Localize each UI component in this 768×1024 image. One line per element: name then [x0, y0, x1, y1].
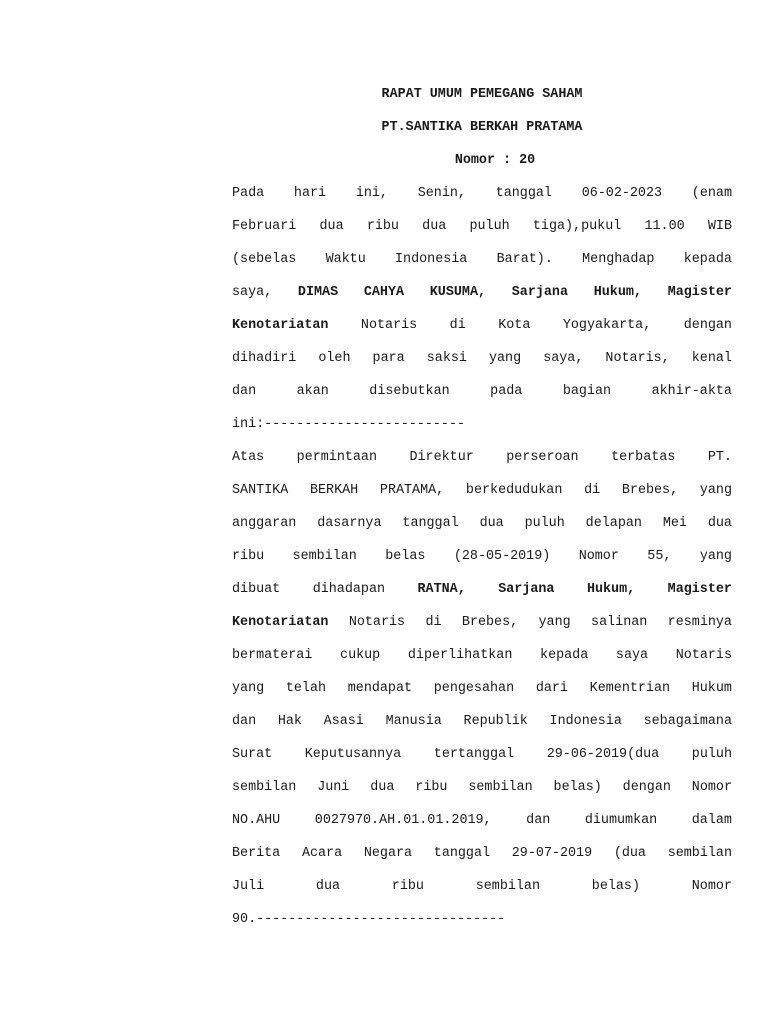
bold-word: Sarjana	[511, 285, 568, 300]
word: kepada	[683, 252, 732, 267]
word: Waktu	[325, 252, 366, 267]
word: puluh	[691, 747, 732, 762]
word: NO.AHU	[232, 813, 281, 828]
word: Notaris	[348, 615, 406, 630]
word: dan	[232, 384, 257, 399]
word: dua	[319, 219, 344, 234]
word: disebutkan	[369, 384, 450, 399]
word: Hukum	[691, 681, 732, 696]
word: Direktur	[409, 450, 474, 465]
word: Juli	[232, 879, 265, 894]
word: oleh	[318, 351, 351, 366]
word: 29-06-2019(dua	[546, 747, 660, 762]
text-line	[232, 441, 732, 474]
word: sembilan	[232, 780, 297, 795]
text-line	[232, 771, 732, 804]
word: belas)	[591, 879, 640, 894]
text-line	[232, 573, 732, 606]
word: Nomor	[691, 780, 732, 795]
word: 11.00	[644, 219, 685, 234]
word: Februari	[232, 219, 297, 234]
word: belas	[385, 549, 426, 564]
document-title: RAPAT UMUM PEMEGANG SAHAM	[381, 87, 583, 102]
word: terbatas	[611, 450, 676, 465]
text-line	[232, 837, 732, 870]
bold-word: Magister	[667, 582, 732, 597]
text-line	[232, 870, 732, 903]
word: hari	[293, 186, 327, 201]
word: yang	[538, 615, 571, 630]
word: telah	[285, 681, 327, 696]
text-line	[232, 243, 732, 276]
word: di	[449, 318, 466, 333]
word: berkedudukan	[465, 483, 563, 498]
word: belas)	[553, 780, 602, 795]
word: 55,	[647, 549, 672, 564]
word: ribu	[232, 549, 265, 564]
word: kenal	[691, 351, 732, 366]
word: Brebes,	[461, 615, 519, 630]
word: 90.-------------------------------	[232, 912, 506, 927]
word: tanggal	[495, 186, 552, 201]
bold-word: Kenotariatan	[232, 318, 329, 333]
word: Notaris,	[605, 351, 670, 366]
word: sebagaimana	[643, 714, 732, 729]
word: di	[425, 615, 442, 630]
word: anggaran	[232, 516, 297, 531]
word: Indonesia	[549, 714, 622, 729]
text-line	[232, 276, 732, 309]
text-line	[232, 639, 732, 672]
word: Keputusannya	[304, 747, 402, 762]
deed-body	[232, 177, 732, 936]
bold-word: Hukum,	[586, 582, 636, 597]
text-line	[232, 408, 732, 441]
text-line	[232, 804, 732, 837]
word: dua	[707, 516, 732, 531]
bold-word: KUSUMA,	[429, 285, 487, 300]
word: cukup	[340, 648, 381, 663]
word: ini	[232, 417, 257, 432]
word: Menghadap	[582, 252, 655, 267]
word: tiga),pukul	[532, 219, 622, 234]
word: dua	[315, 879, 341, 894]
word: 0027970.AH.01.01.2019,	[314, 813, 492, 828]
word: dihadiri	[232, 351, 297, 366]
word: Yogyakarta,	[562, 318, 652, 333]
word: dibuat	[232, 582, 281, 597]
word: para	[372, 351, 405, 366]
bold-word: Kenotariatan	[232, 615, 329, 630]
word: Mei	[662, 516, 687, 531]
word: diperlihatkan	[407, 648, 513, 663]
word: perseroan	[506, 450, 579, 465]
word: puluh	[469, 219, 510, 234]
word: sembilan	[468, 780, 533, 795]
word: Notaris	[360, 318, 418, 333]
word: ribu	[366, 219, 399, 234]
notarial-deed-page	[232, 78, 732, 936]
text-line	[232, 474, 732, 507]
word: dengan	[622, 780, 671, 795]
word: dua	[370, 780, 395, 795]
word: yang	[488, 351, 522, 366]
word: Nomor	[691, 879, 732, 894]
word: resminya	[667, 615, 732, 630]
word: dasarnya	[317, 516, 382, 531]
word: kepada	[540, 648, 589, 663]
word: dua	[479, 516, 504, 531]
bold-word: CAHYA	[363, 285, 405, 300]
text-line	[232, 672, 732, 705]
word: Brebes,	[621, 483, 679, 498]
word: dihadapan	[312, 582, 386, 597]
word: (dua	[613, 846, 646, 861]
text-line	[232, 309, 732, 342]
word: sembilan	[292, 549, 357, 564]
word: Kota	[498, 318, 531, 333]
bold-word: Sarjana	[498, 582, 555, 597]
word: saya,	[543, 351, 584, 366]
word: Barat).	[496, 252, 553, 267]
word: 29-07-2019	[511, 846, 593, 861]
word: Republik	[463, 714, 528, 729]
word: (28-05-2019)	[453, 549, 551, 564]
word: PT.	[707, 450, 732, 465]
bold-word: Hukum,	[593, 285, 642, 300]
word: yang	[699, 483, 732, 498]
word: sembilan	[475, 879, 541, 894]
word: Kementrian	[589, 681, 671, 696]
word: Senin,	[417, 186, 466, 201]
text-line	[232, 177, 732, 210]
word: dalam	[691, 813, 732, 828]
text-line	[232, 903, 732, 936]
word: yang	[232, 681, 265, 696]
word: pengesahan	[433, 681, 515, 696]
word: dengan	[683, 318, 732, 333]
word: yang	[699, 549, 732, 564]
bold-word: DIMAS	[297, 285, 339, 300]
word: diumumkan	[584, 813, 658, 828]
word: Hak	[277, 714, 302, 729]
text-line	[232, 738, 732, 771]
text-line	[232, 705, 732, 738]
word: pada	[490, 384, 523, 399]
word: Acara	[301, 846, 343, 861]
word: PRATAMA,	[379, 483, 445, 498]
text-line	[232, 540, 732, 573]
word: Manusia	[385, 714, 442, 729]
word: dan	[526, 813, 551, 828]
word: dan	[232, 714, 257, 729]
word: di	[584, 483, 601, 498]
word: sembilan	[667, 846, 732, 861]
word: puluh	[524, 516, 565, 531]
word: Indonesia	[395, 252, 468, 267]
word: SANTIKA	[232, 483, 289, 498]
word: dua	[422, 219, 447, 234]
word: akhir-akta	[651, 384, 732, 399]
word: dari	[535, 681, 568, 696]
word: :-------------------------	[256, 417, 466, 432]
word: BERKAH	[309, 483, 359, 498]
word: Berita	[232, 846, 281, 861]
word: Atas	[232, 450, 265, 465]
word: WIB	[707, 219, 732, 234]
bold-word: Magister	[667, 285, 732, 300]
word: tanggal	[433, 846, 491, 861]
word: Surat	[232, 747, 273, 762]
text-line	[232, 210, 732, 243]
word: permintaan	[296, 450, 377, 465]
word: ini,	[355, 186, 388, 201]
deed-number: Nomor : 20	[454, 153, 536, 168]
word: Juni	[317, 780, 350, 795]
word: tanggal	[402, 516, 459, 531]
word: mendapat	[347, 681, 413, 696]
word: bagian	[562, 384, 612, 399]
word: Negara	[363, 846, 413, 861]
word: salinan	[591, 615, 648, 630]
word: Pada	[232, 186, 265, 201]
text-line	[232, 342, 732, 375]
word: saya	[615, 648, 649, 663]
word: Nomor	[578, 549, 619, 564]
company-name: PT.SANTIKA BERKAH PRATAMA	[381, 120, 583, 135]
word: akan	[296, 384, 329, 399]
word: delapan	[585, 516, 642, 531]
word: Notaris	[675, 648, 732, 663]
word: (sebelas	[232, 252, 297, 267]
word: saya,	[232, 285, 273, 300]
text-line	[232, 606, 732, 639]
word: tertanggal	[433, 747, 515, 762]
word: saksi	[426, 351, 467, 366]
word: bermaterai	[232, 648, 313, 663]
word: ribu	[391, 879, 424, 894]
word: (enam	[691, 186, 732, 201]
word: ribu	[415, 780, 448, 795]
text-line	[232, 507, 732, 540]
word: 06-02-2023	[581, 186, 663, 201]
word: Asasi	[323, 714, 364, 729]
text-line	[232, 375, 732, 408]
bold-word: RATNA,	[417, 582, 466, 597]
